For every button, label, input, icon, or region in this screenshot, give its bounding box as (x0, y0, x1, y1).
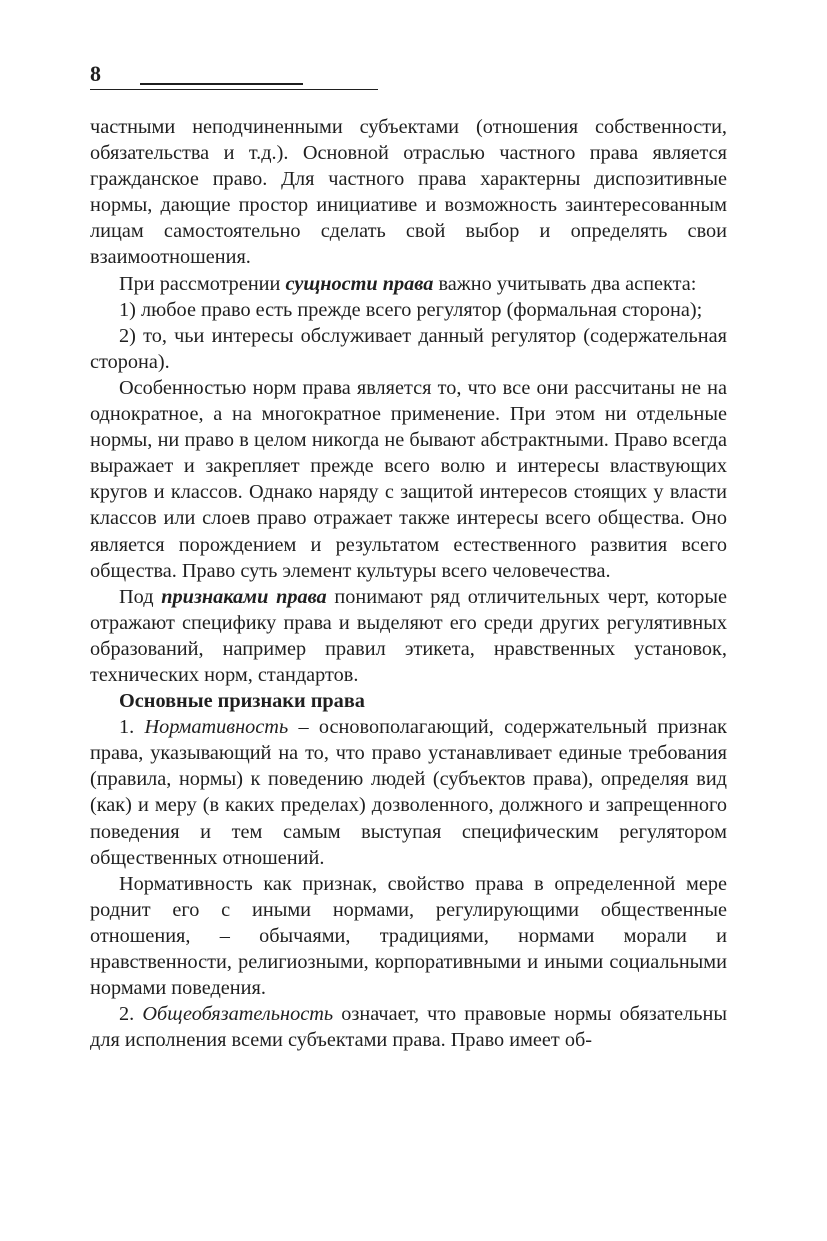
paragraph-text: При рассмотрении (119, 272, 286, 295)
section-heading: Основные признаки права (119, 690, 365, 713)
paragraph-text: понимают ряд отличительных черт, которые отражают специфику права и выделяют его среди других регулятивных образований, например правил этикета, нравственных установок, технических норм, стандартов. (90, 585, 728, 686)
paragraph-norms-features: Особенностью норм права является то, что все они рассчитаны не на однократное, а на многократное применение. При этом ни отдельные нормы, ни право в целом никогда не бывают абстрактными. Право всегда выражает и закрепляет прежде всего волю и интересы властвующих кругов и классов. Однако наряду с защитой интересов стоящих у власти классов или слоев право отражает также интересы всего общества. Оно является порождением и результатом естественного развития всего общества. Право суть элемент культуры всего человечества. (90, 376, 727, 582)
term-law-attributes: признаками права (161, 585, 327, 608)
paragraph-essence-of-law (90, 271, 727, 297)
paragraph-law-attributes (90, 584, 727, 688)
header-rule-thin (90, 89, 378, 90)
paragraph-normativity (90, 714, 727, 871)
paragraph-text: важно учитывать два аспекта: (433, 272, 697, 295)
paragraph-text: – основополагающий, содержательный признак права, указывающий на то, что право устанавливает единые требования (правила, нормы) к поведению людей (субъектов права), определяя вид (как) и меру (в каких пределах) дозволенного, должного и запрещенного поведения и тем самым выступая специфическим регулятором общественных отношений. (90, 716, 728, 869)
item-number: 2. (119, 1003, 143, 1026)
item-number: 1. (119, 716, 145, 739)
paragraph-private-law: частными неподчиненными субъектами (отношения собственности, обязательства и т.д.). Основной отраслью частного права является гражданское право. Для частного права характерны диспозитивные нормы, дающие простор инициативе и возможность заинтересованным лицам самостоятельно сделать свой выбор и определять свои взаимоотношения. (90, 116, 727, 269)
paragraph-text: означает, что правовые нормы обязательны для исполнения всеми субъектами права. Право имеет об- (90, 1003, 728, 1052)
paragraph-normativity-relation: Нормативность как признак, свойство права в определенной мере роднит его с иными нормами, регулирующими общественные отношения, – обычаями, традициями, нормами морали и нравственности, религиозными, корпоративными и иными социальными нормами поведения. (90, 872, 727, 1000)
text-body (90, 114, 727, 1053)
paragraph-general-obligation (90, 1001, 727, 1053)
term-general-obligation: Общеобязательность (142, 1003, 334, 1026)
page-header (90, 58, 378, 92)
page-number: 8 (90, 61, 101, 86)
term-essence-of-law: сущности права (285, 272, 434, 295)
header-rule-thick (140, 83, 303, 85)
list-item-regulator: 1) любое право есть прежде всего регулятор (формальная сторона); (119, 298, 703, 321)
term-normativity: Нормативность (144, 716, 289, 739)
list-item-interests: 2) то, чьи интересы обслуживает данный регулятор (содержательная сторона). (90, 324, 727, 373)
paragraph-text: Под (119, 585, 162, 608)
